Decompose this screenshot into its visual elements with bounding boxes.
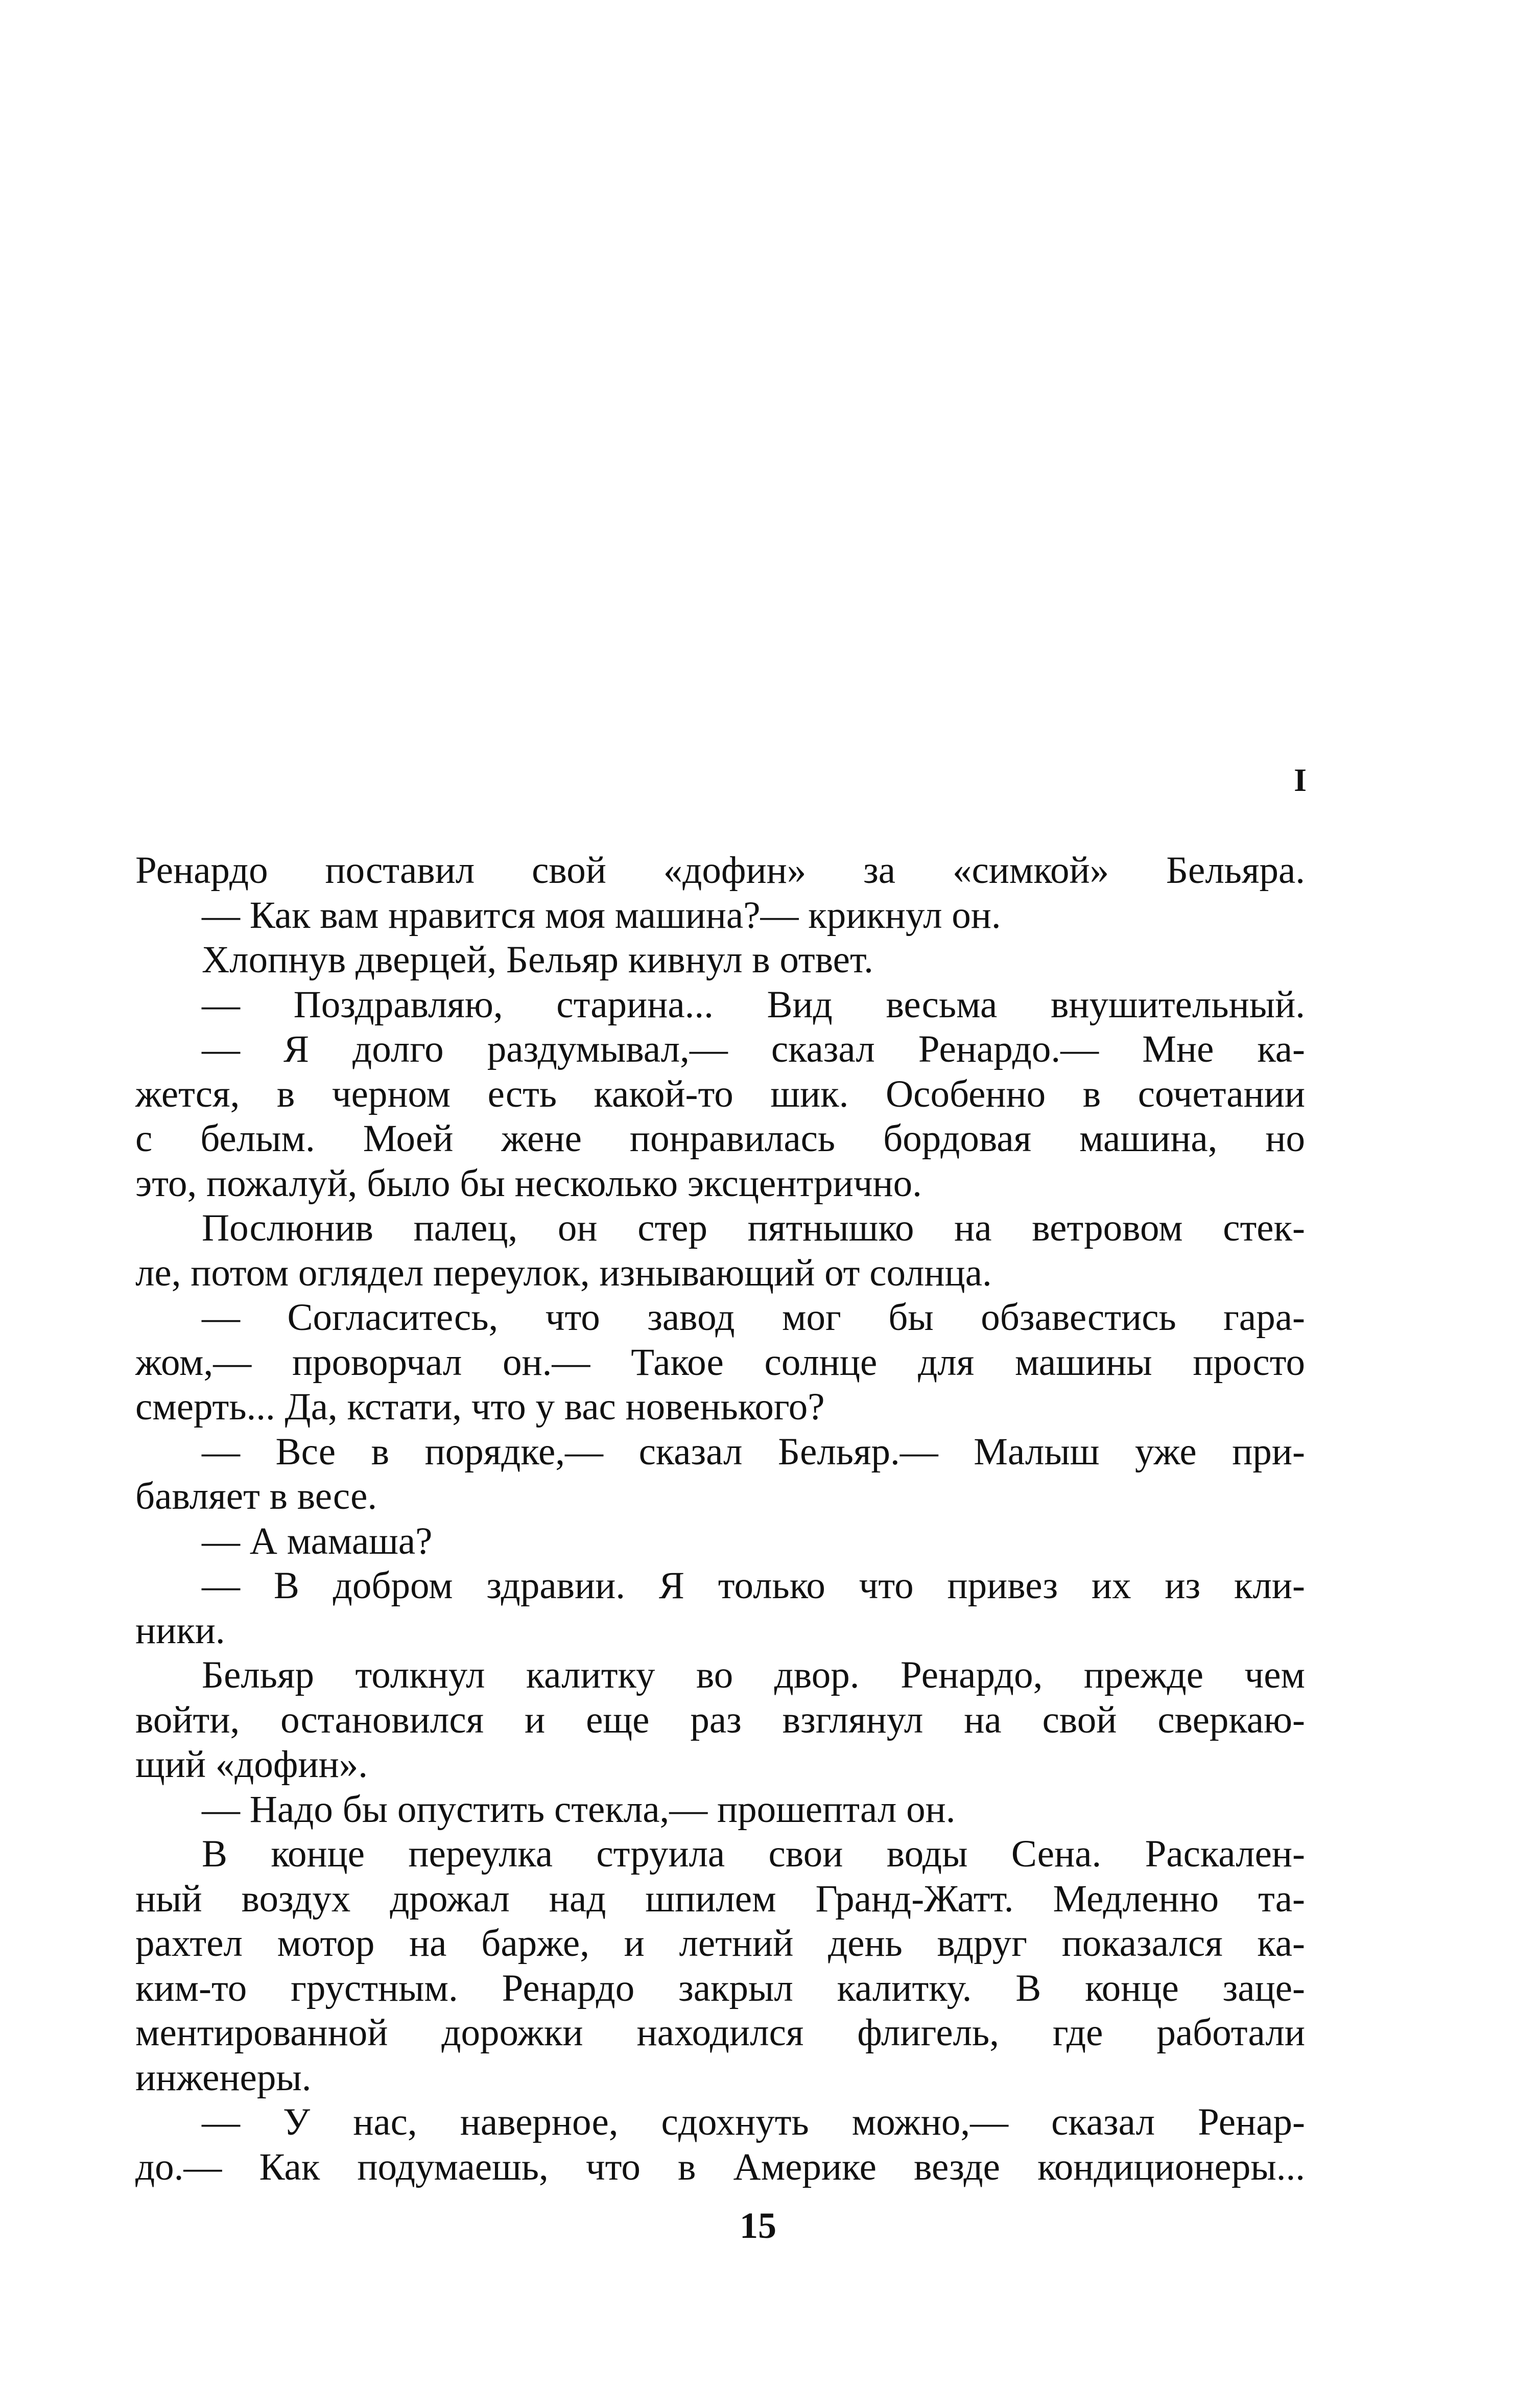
- text-line: до.— Как подумаешь, что в Америке везде кондиционеры...: [135, 2145, 1305, 2188]
- text-line: — Все в порядке,— сказал Бельяр.— Малыш уже при-: [202, 1430, 1305, 1473]
- text-line: Послюнив палец, он стер пятнышко на ветровом стек-: [202, 1207, 1305, 1249]
- text-line: ный воздух дрожал над шпилем Гранд-Жатт. Медленно та-: [135, 1877, 1305, 1920]
- text-line: В конце переулка струила свои воды Сена. Раскален-: [202, 1833, 1305, 1875]
- text-line: с белым. Моей жене понравилась бордовая машина, но: [135, 1117, 1305, 1160]
- text-line: — Поздравляю, старина... Вид весьма внушительный.: [202, 983, 1305, 1026]
- text-line: войти, остановился и еще раз взглянул на свой сверкаю-: [135, 1698, 1305, 1741]
- text-line: — В добром здравии. Я только что привез их из кли-: [202, 1564, 1305, 1607]
- text-line: — Как вам нравится моя машина?— крикнул он.: [202, 894, 1001, 937]
- text-line: рахтел мотор на барже, и летний день вдруг показался ка-: [135, 1922, 1305, 1965]
- text-line: — Согласитесь, что завод мог бы обзавестись гара-: [202, 1296, 1305, 1339]
- text-line: — Надо бы опустить стекла,— прошептал он.: [202, 1788, 956, 1831]
- text-line: — У нас, наверное, сдохнуть можно,— сказал Ренар-: [202, 2101, 1305, 2143]
- text-line: Хлопнув дверцей, Бельяр кивнул в ответ.: [202, 939, 873, 981]
- text-line: — Я долго раздумывал,— сказал Ренардо.— Мне ка-: [202, 1028, 1305, 1070]
- text-line: смерть... Да, кстати, что у вас новенького?: [135, 1386, 825, 1428]
- text-line: инженеры.: [135, 2056, 312, 2099]
- text-line: ментированной дорожки находился флигель, где работали: [135, 2012, 1305, 2054]
- text-line: ким-то грустным. Ренардо закрыл калитку. В конце заце-: [135, 1967, 1305, 2009]
- text-line: это, пожалуй, было бы несколько эксцентрично.: [135, 1162, 922, 1205]
- body-text: [135, 848, 1305, 2189]
- text-line: жом,— проворчал он.— Такое солнце для машины просто: [135, 1341, 1305, 1384]
- chapter-number: I: [1294, 762, 1307, 798]
- text-line: щий «дофин».: [135, 1743, 368, 1786]
- text-line: — А мамаша?: [202, 1519, 433, 1562]
- text-line: жется, в черном есть какой-то шик. Особенно в сочетании: [135, 1072, 1305, 1115]
- page-number: 15: [740, 2205, 776, 2246]
- text-line: Ренардо поставил свой «дофин» за «симкой» Бельяра.: [135, 849, 1305, 892]
- text-line: ники.: [135, 1609, 225, 1652]
- text-line: бавляет в весе.: [135, 1475, 377, 1517]
- text-line: ле, потом оглядел переулок, изнывающий от солнца.: [135, 1251, 992, 1294]
- text-line: Бельяр толкнул калитку во двор. Ренардо, прежде чем: [202, 1654, 1305, 1696]
